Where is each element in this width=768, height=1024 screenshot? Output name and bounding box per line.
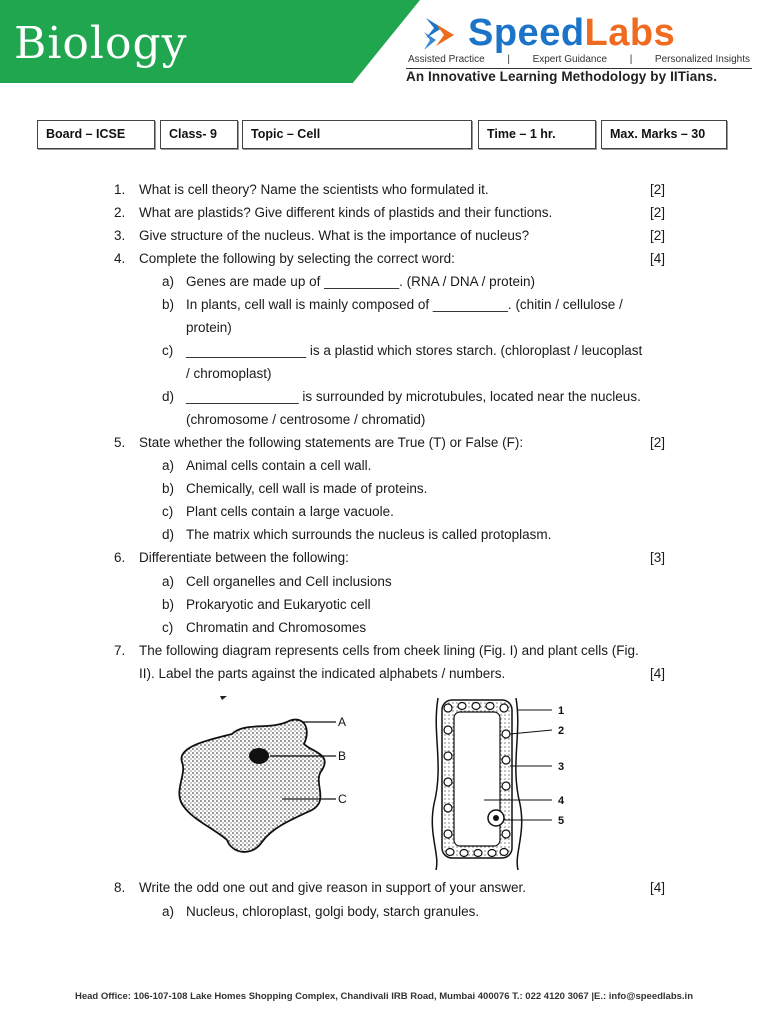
brand-logo-block xyxy=(406,6,762,86)
label-b: B xyxy=(338,749,347,763)
question-number: 3. xyxy=(114,228,126,243)
speedlabs-logo-icon xyxy=(420,16,462,54)
label-a: A xyxy=(338,715,347,729)
question-text: State whether the following statements are True (T) or False (F): xyxy=(139,435,524,450)
max-marks-box: Max. Marks – 30 xyxy=(601,120,727,149)
brand-slogan: An Innovative Learning Methodology by IITians. xyxy=(406,69,718,84)
question-text: Write the odd one out and give reason in support of your answer. xyxy=(139,880,526,895)
label-4: 4 xyxy=(558,795,565,807)
brand-tagline: Assisted Practice | Expert Guidance | Personalized Insights xyxy=(408,54,750,65)
footer-address: Head Office: 106-107-108 Lake Homes Shopping Complex, Chandivali IRB Road, Mumbai 400076 T.: 022 4120 3067 |E.: info@speedlabs.in xyxy=(74,991,693,1002)
question-text: Complete the following by selecting the correct word: xyxy=(139,251,455,266)
class-box: Class- 9 xyxy=(160,120,238,149)
subject-title: Biology xyxy=(14,18,188,69)
label-2: 2 xyxy=(558,725,565,737)
question-marks: [4] xyxy=(650,880,666,895)
plant-cell-diagram xyxy=(424,694,574,870)
board-box: Board – ICSE xyxy=(37,120,155,149)
question-marks: [3] xyxy=(650,550,666,565)
cheek-cell-nucleus xyxy=(249,748,269,764)
question-number: 4. xyxy=(114,251,126,266)
question-number: 7. xyxy=(114,643,126,658)
label-3: 3 xyxy=(558,761,565,773)
question-marks: [2] xyxy=(650,182,666,197)
question-number: 5. xyxy=(114,435,126,450)
topic-box: Topic – Cell xyxy=(242,120,472,149)
question-number: 2. xyxy=(114,205,126,220)
question-number: 1. xyxy=(114,182,126,197)
cheek-cell-diagram xyxy=(172,692,382,868)
question-marks: [2] xyxy=(650,435,666,450)
small-mark-icon xyxy=(220,696,227,700)
question-text: Give structure of the nucleus. What is the importance of nucleus? xyxy=(139,228,530,243)
question-text: What is cell theory? Name the scientists who formulated it. xyxy=(139,182,489,197)
question-marks: [4] xyxy=(650,251,666,266)
label-1: 1 xyxy=(558,705,565,717)
question-marks: [4] xyxy=(650,666,666,681)
question-number: 6. xyxy=(114,550,126,565)
question-marks: [2] xyxy=(650,228,666,243)
question-text: Differentiate between the following: xyxy=(139,550,349,565)
time-box: Time – 1 hr. xyxy=(478,120,596,149)
question-text: The following diagram represents cells from cheek lining (Fig. I) and plant cells (Fig. xyxy=(139,643,639,658)
brand-name: SpeedLabs xyxy=(468,12,676,54)
cheek-cell-membrane xyxy=(179,720,324,852)
question-marks: [2] xyxy=(650,205,666,220)
question-number: 8. xyxy=(114,880,126,895)
question-text: II). Label the parts against the indicated alphabets / numbers. xyxy=(139,666,506,681)
label-c: C xyxy=(338,792,347,806)
label-5: 5 xyxy=(558,815,565,827)
question-text: What are plastids? Give different kinds of plastids and their functions. xyxy=(139,205,553,220)
